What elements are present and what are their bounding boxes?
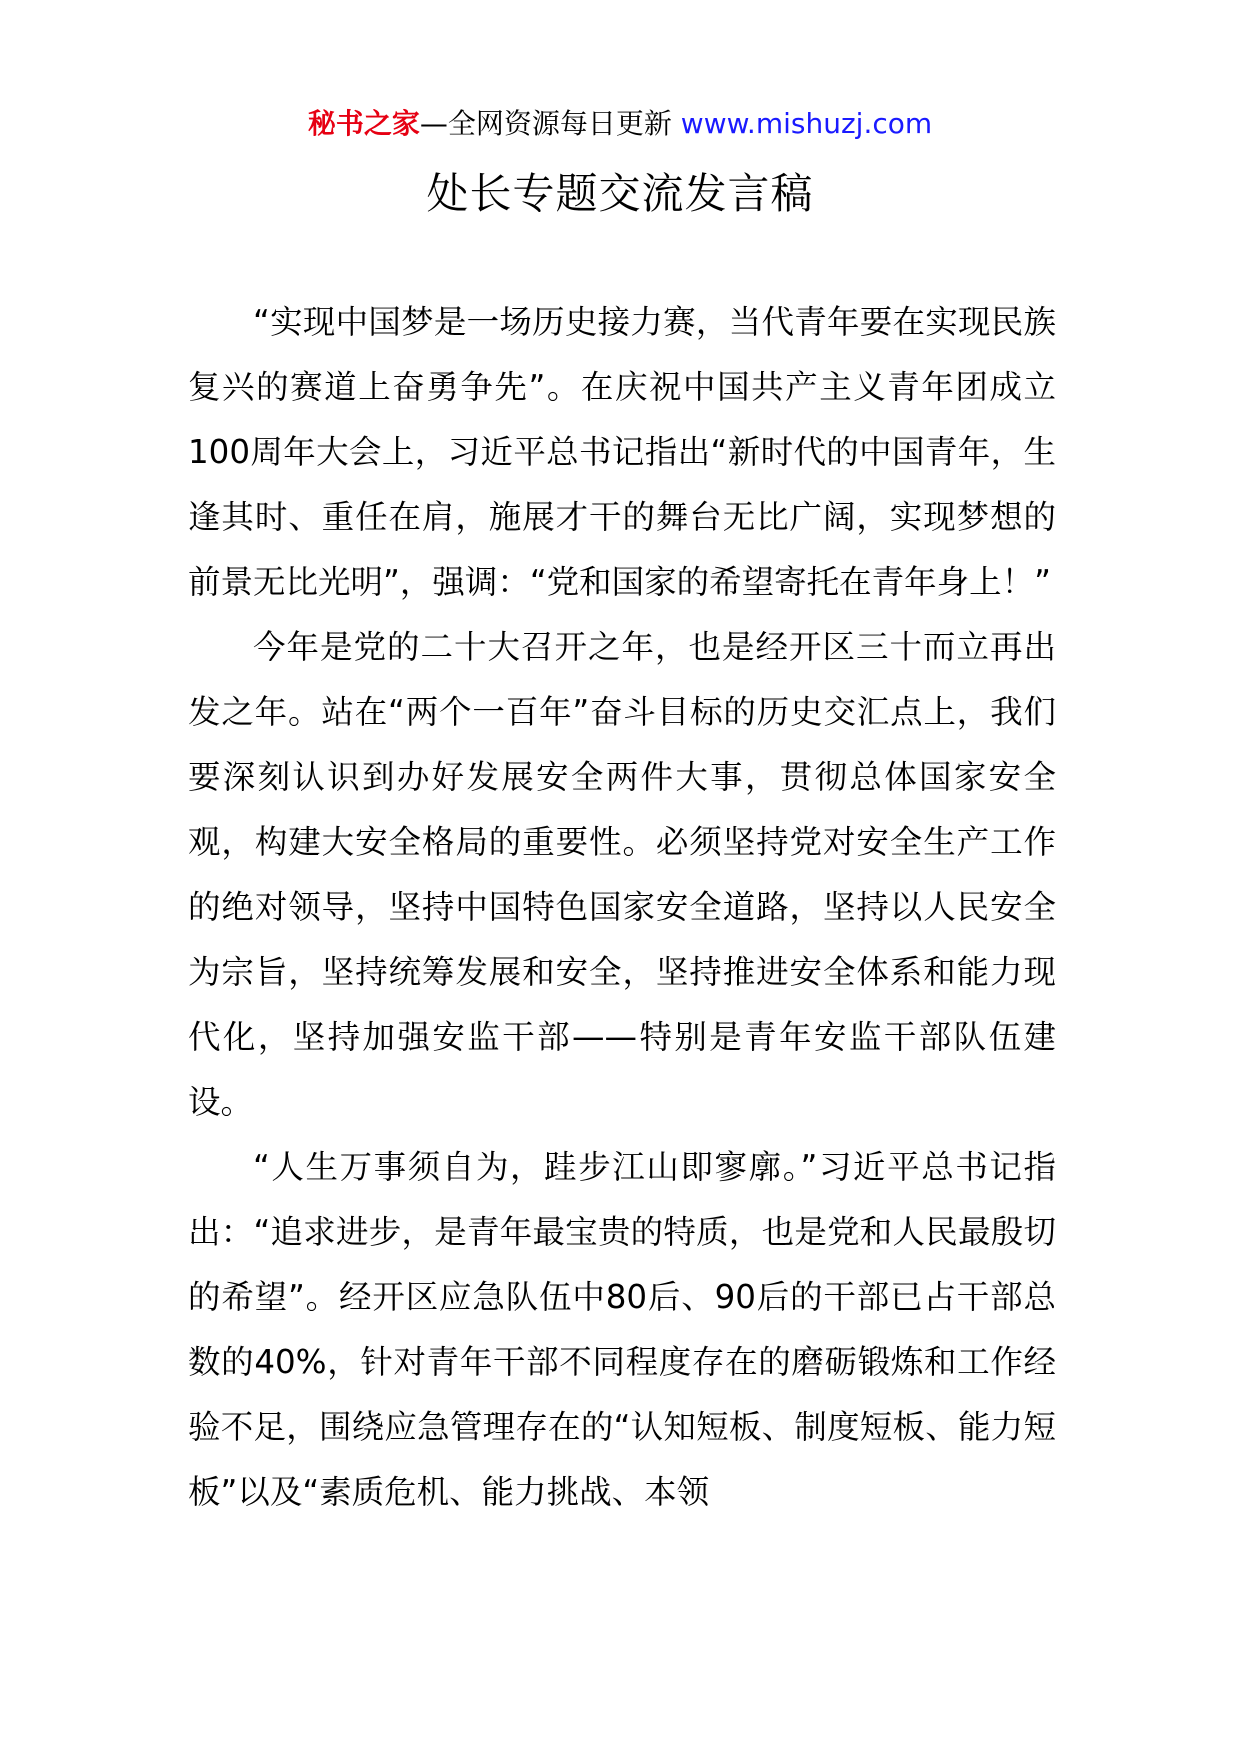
header-tagline: —全网资源每日更新 [419,107,672,140]
paragraph: 今年是党的二十大召开之年，也是经开区三十而立再出发之年。站在“两个一百年”奋斗目标的历史交汇点上，我们要深刻认识到办好发展安全两件大事，贯彻总体国家安全观，构建大安全格局的重要性。必须坚持党对安全生产工作的绝对领导，坚持中国特色国家安全道路，坚持以人民安全为宗旨，坚持统筹发展和安全，坚持推进安全体系和能力现代化，坚持加强安监干部——特别是青年安监干部队伍建设。 [188,628,1056,1121]
document-title: 处长专题交流发言稿 [426,169,814,218]
brand-name: 秘书之家 [307,107,420,140]
document-body [188,290,1056,1525]
site-header [0,104,1240,144]
paragraph: “实现中国梦是一场历史接力赛，当代青年要在实现民族复兴的赛道上奋勇争先”。在庆祝中国共产主义青年团成立100周年大会上，习近平总书记指出“新时代的中国青年，生逢其时、重任在肩，施展才干的舞台无比广阔，实现梦想的前景无比光明”，强调：“党和国家的希望寄托在青年身上！” [188,303,1056,601]
site-url-link[interactable]: www.mishuzj.com [680,107,933,140]
paragraph: “人生万事须自为，跬步江山即寥廓。”习近平总书记指出：“追求进步，是青年最宝贵的特质，也是党和人民最殷切的希望”。经开区应急队伍中80后、90后的干部已占干部总数的40%，针对青年干部不同程度存在的磨砺锻炼和工作经验不足，围绕应急管理存在的“认知短板、制度短板、能力短板”以及“素质危机、能力挑战、本领 [188,1148,1056,1511]
